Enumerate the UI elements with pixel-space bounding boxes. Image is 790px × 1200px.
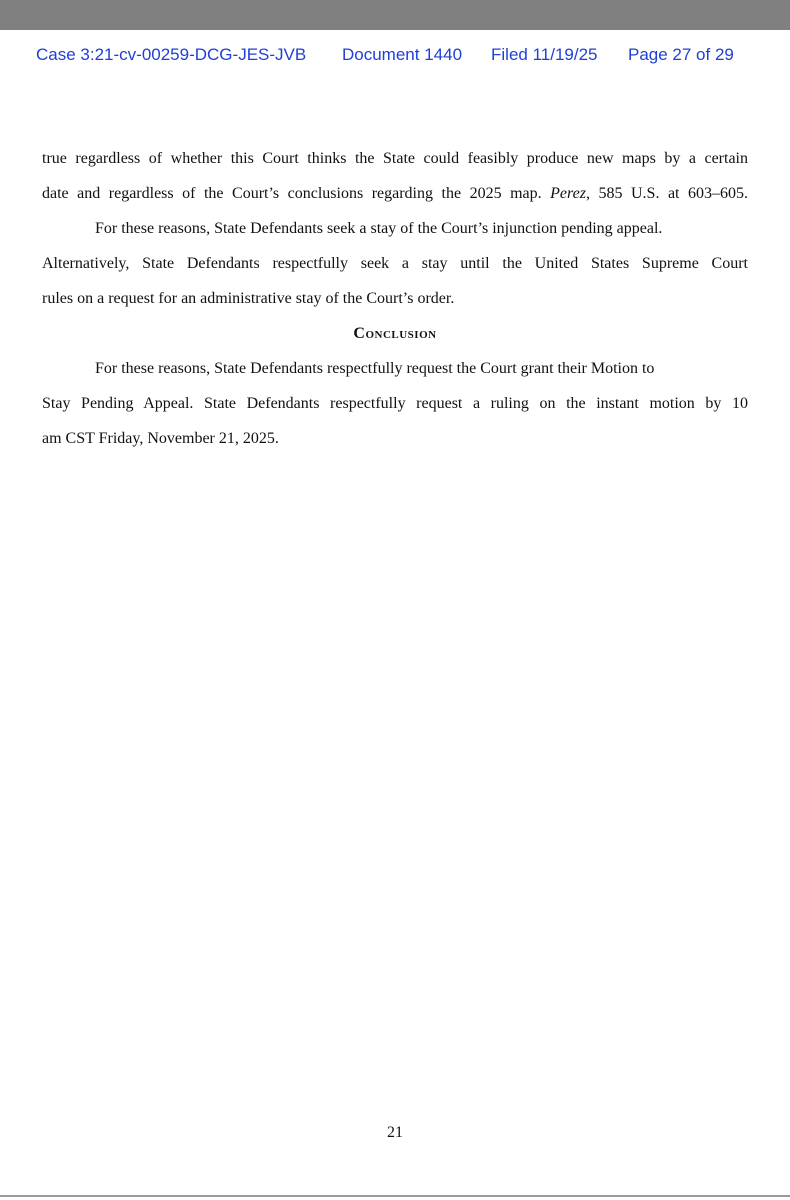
- header-filed-date: Filed 11/19/25: [491, 45, 598, 64]
- paragraph-3-line-2: Stay Pending Appeal. State Defendants respectfully request a ruling on the instant motion by 10: [42, 395, 748, 412]
- page-number: 21: [387, 1124, 403, 1141]
- paragraph-1-text: date and regardless of the Court’s conclusions regarding the 2025 map.: [42, 185, 551, 202]
- paragraph-1-line-1: true regardless of whether this Court thinks the State could feasibly produce new maps by a certain: [42, 150, 748, 167]
- paragraph-3-line-1: For these reasons, State Defendants respectfully request the Court grant their Motion to: [95, 360, 655, 377]
- citation-reporter: , 585 U.S. at 603–605.: [585, 185, 749, 202]
- paragraph-2-line-2: Alternatively, State Defendants respectfully seek a stay until the United States Supreme Court: [42, 255, 748, 272]
- header-case-number: Case 3:21-cv-00259-DCG-JES-JVB: [36, 45, 307, 64]
- header-document-number: Document 1440: [342, 45, 463, 64]
- page-bottom-rule: [0, 1195, 790, 1197]
- case-citation-perez: Perez: [550, 185, 586, 202]
- paragraph-1-line-2: [42, 176, 748, 211]
- header-page-count: Page 27 of 29: [628, 45, 734, 64]
- paragraph-2-line-3: rules on a request for an administrative stay of the Court’s order.: [42, 290, 455, 307]
- viewer-top-bar: [0, 0, 790, 30]
- body-text: [42, 141, 748, 456]
- paragraph-3-line-3: am CST Friday, November 21, 2025.: [42, 430, 279, 447]
- ecf-header: [36, 45, 776, 69]
- paragraph-2-line-1: For these reasons, State Defendants seek a stay of the Court’s injunction pending appeal.: [95, 220, 663, 237]
- conclusion-heading: Conclusion: [353, 325, 437, 342]
